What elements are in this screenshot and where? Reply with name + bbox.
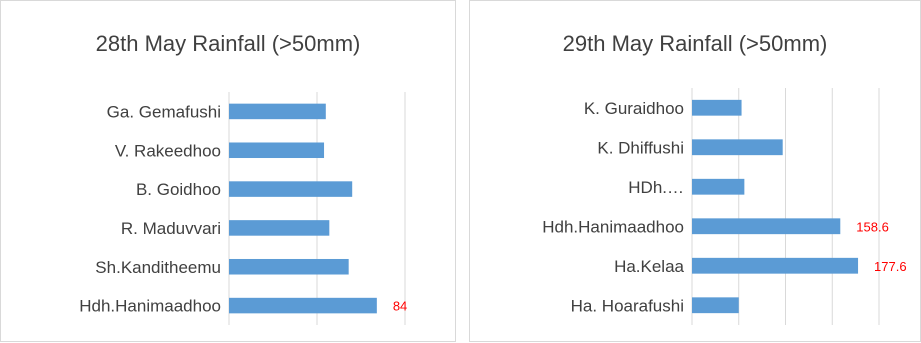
bar <box>692 100 742 116</box>
category-label: Ga. Gemafushi <box>106 102 221 122</box>
bar <box>229 220 329 236</box>
bar <box>229 181 352 197</box>
category-label: B. Goidhoo <box>135 180 221 200</box>
category-label: HDh.… <box>628 177 684 197</box>
bar <box>229 104 326 120</box>
category-label: V. Rakeedhoo <box>114 141 221 161</box>
chart-title: 29th May Rainfall (>50mm) <box>562 31 828 56</box>
bar <box>229 259 349 275</box>
bar <box>692 258 858 274</box>
category-label: R. Maduvvari <box>120 218 221 238</box>
chart-panel-29-may <box>469 0 921 342</box>
bar <box>692 179 744 195</box>
bar-chart-plot <box>1 1 457 343</box>
bar <box>229 298 377 314</box>
bar <box>692 218 840 234</box>
category-label: Sh.Kanditheemu <box>95 257 221 277</box>
category-label: Ha. Hoarafushi <box>570 296 684 316</box>
data-label: 158.6 <box>856 219 889 235</box>
data-label: 177.6 <box>874 258 907 274</box>
chart-panel-28-may <box>0 0 456 342</box>
data-label: 84 <box>392 298 408 314</box>
category-label: K. Dhiffushi <box>597 138 684 158</box>
bar <box>692 297 739 313</box>
bar-chart-plot <box>470 1 921 343</box>
chart-title: 28th May Rainfall (>50mm) <box>95 31 361 56</box>
category-label: K. Guraidhoo <box>583 98 684 118</box>
category-label: Hdh.Hanimaadhoo <box>542 217 684 237</box>
bar <box>692 139 783 155</box>
category-label: Ha.Kelaa <box>614 256 684 276</box>
category-label: Hdh.Hanimaadhoo <box>79 296 221 316</box>
bar <box>229 142 324 158</box>
